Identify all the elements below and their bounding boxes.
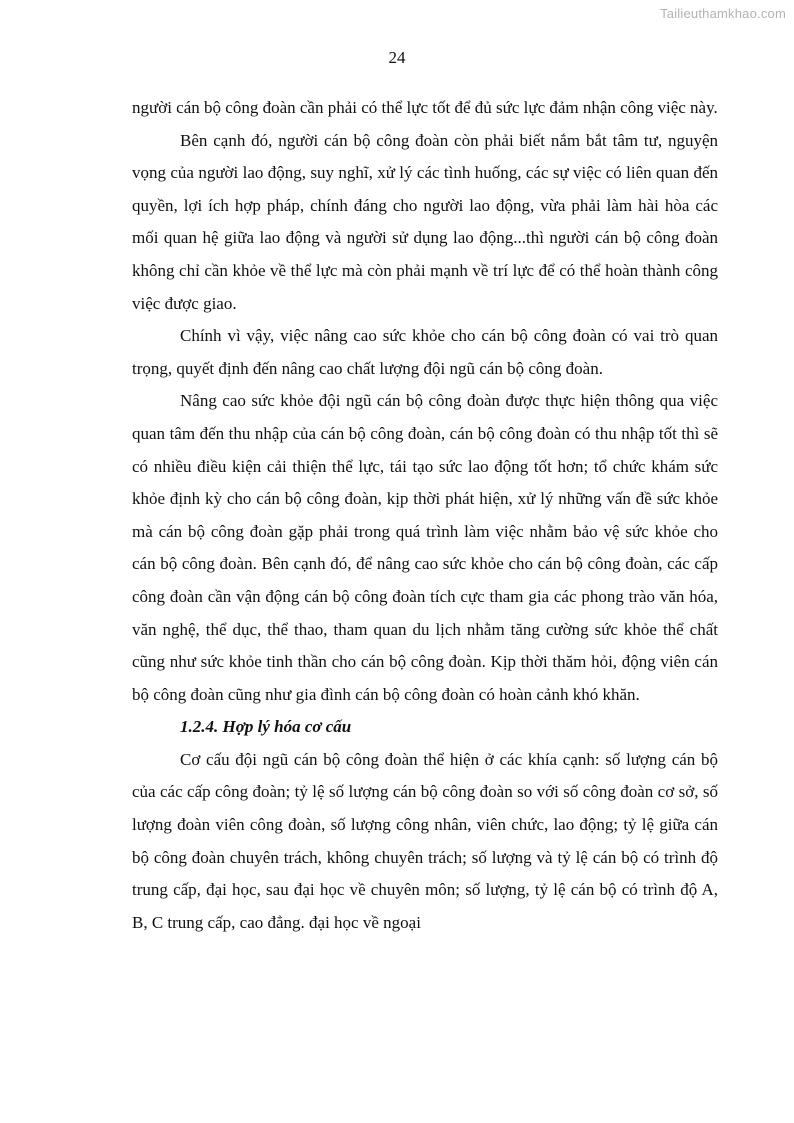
section-heading: 1.2.4. Hợp lý hóa cơ cấu (180, 717, 352, 737)
paragraph: Nâng cao sức khỏe đội ngũ cán bộ công đoàn được thực hiện thông qua việc quan tâm đến thu nhập của cán bộ công đoàn, cán bộ công đoàn có thu nhập tốt thì sẽ có nhiều điều kiện cải thiện thể lực, tái tạo sức lao động tốt hơn; tổ chức khám sức khỏe định kỳ cho cán bộ công đoàn, kịp thời phát hiện, xử lý những vấn đề sức khỏe mà cán bộ công đoàn gặp phải trong quá trình làm việc nhằm bảo vệ sức khỏe cho cán bộ công đoàn. Bên cạnh đó, để nâng cao sức khỏe cho cán bộ công đoàn, các cấp công đoàn cần vận động cán bộ công đoàn tích cực tham gia các phong trào văn hóa, văn nghệ, thể dục, thể thao, tham quan du lịch nhằm tăng cường sức khỏe thể chất cũng như sức khỏe tinh thần cho cán bộ công đoàn. Kịp thời thăm hỏi, động viên cán bộ công đoàn cũng như gia đình cán bộ công đoàn có hoàn cảnh khó khăn. (132, 391, 718, 704)
paragraph-continuation: người cán bộ công đoàn cần phải có thể lực tốt để đủ sức lực đảm nhận công việc này. (132, 98, 718, 117)
section-paragraph: Cơ cấu đội ngũ cán bộ công đoàn thể hiện ở các khía cạnh: số lượng cán bộ của các cấp công đoàn; tỷ lệ số lượng cán bộ công đoàn so với số công đoàn cơ sở, số lượng đoàn viên công đoàn, số lượng công nhân, viên chức, lao động; tỷ lệ giữa cán bộ công đoàn chuyên trách, không chuyên trách; số lượng và tỷ lệ cán bộ có trình độ trung cấp, đại học, sau đại học về chuyên môn; số lượng, tỷ lệ cán bộ có trình độ A, B, C trung cấp, cao đẳng. đại học về ngoại (132, 749, 718, 932)
page-number: 24 (388, 48, 406, 67)
watermark-text: Tailieuthamkhao.com (660, 6, 786, 21)
paragraph: Chính vì vậy, việc nâng cao sức khỏe cho cán bộ công đoàn có vai trò quan trọng, quyết định đến nâng cao chất lượng đội ngũ cán bộ công đoàn. (132, 326, 718, 378)
paragraph: Bên cạnh đó, người cán bộ công đoàn còn phải biết nắm bắt tâm tư, nguyện vọng của người lao động, suy nghĩ, xử lý các tình huống, các sự việc có liên quan đến quyền, lợi ích hợp pháp, chính đáng cho người lao động, vừa phải làm hài hòa các mối quan hệ giữa lao động và người sử dụng lao động...thì người cán bộ công đoàn không chỉ cần khỏe về thể lực mà còn phải mạnh về trí lực để có thể hoàn thành công việc được giao. (132, 130, 718, 313)
document-body (132, 92, 718, 939)
